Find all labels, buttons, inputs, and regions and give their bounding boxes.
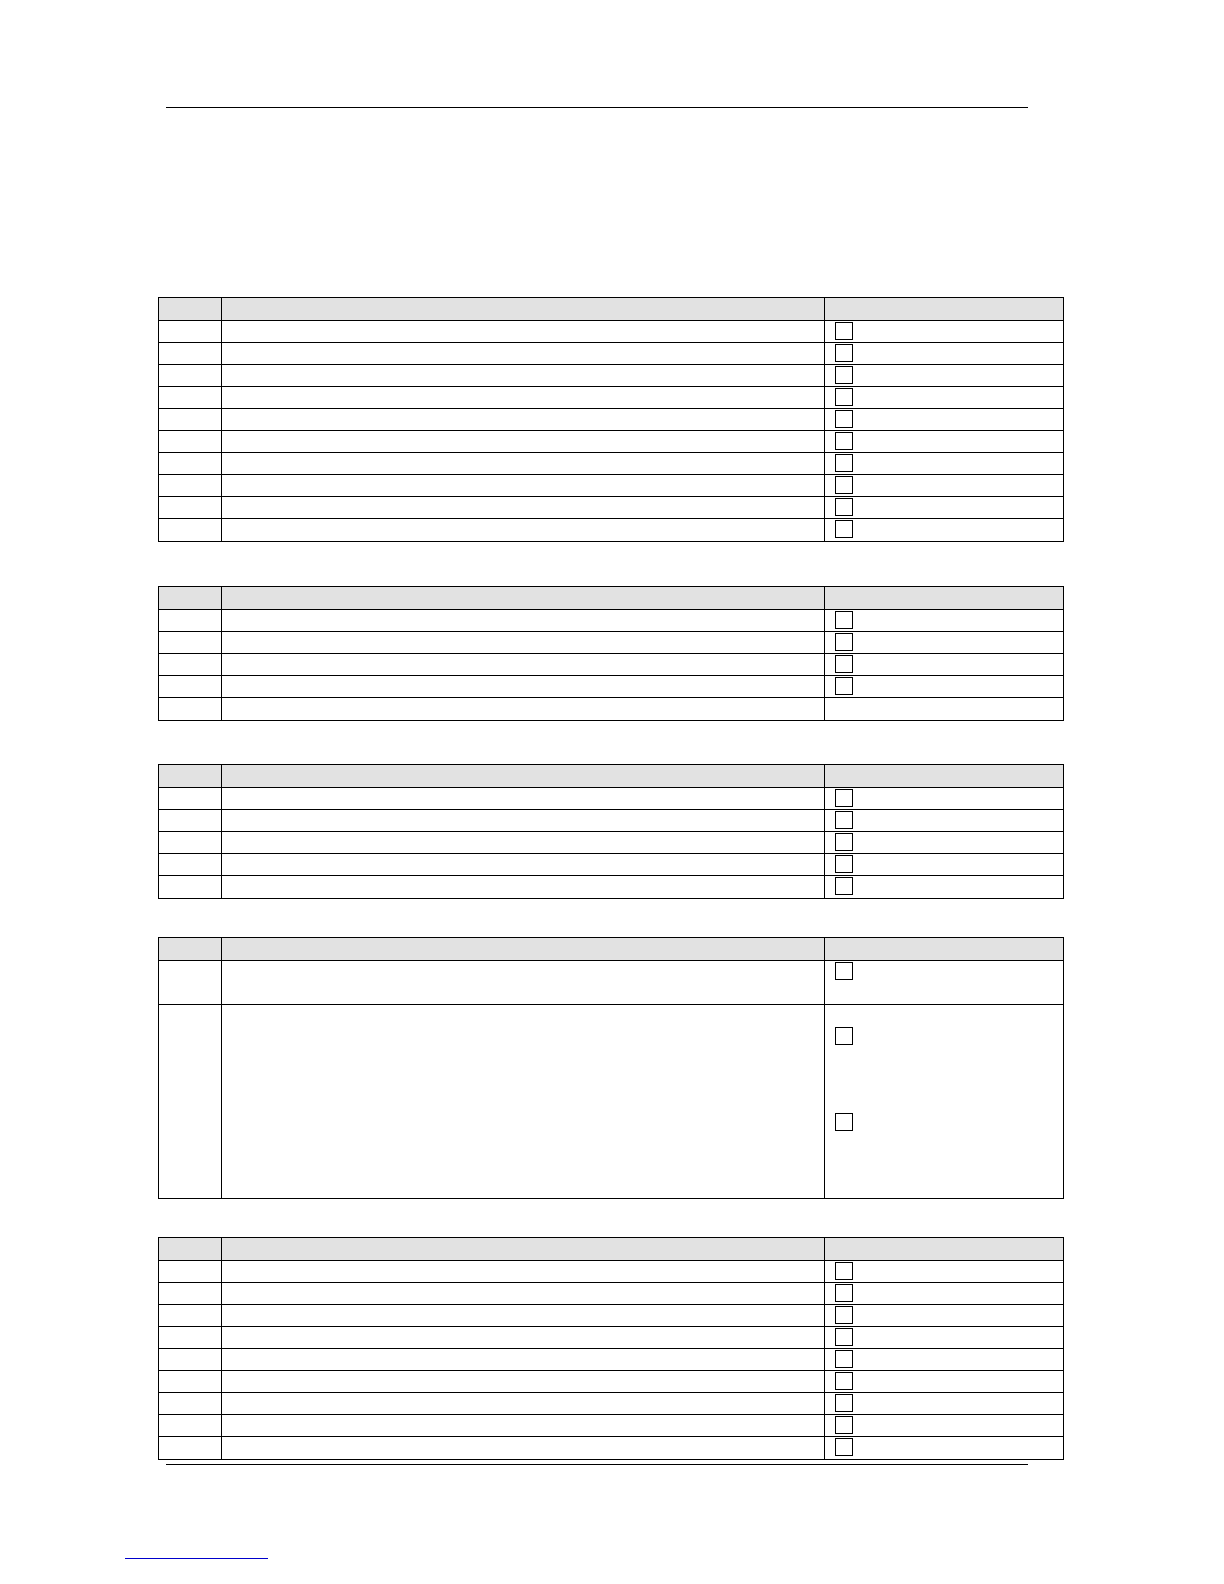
table-row	[159, 365, 1063, 387]
checklist-table-2	[158, 586, 1064, 721]
table-header-row	[159, 765, 1063, 788]
header-cell-check	[824, 587, 1063, 609]
checkbox[interactable]	[835, 1328, 853, 1346]
row-check-cell	[824, 654, 1063, 675]
row-number-cell	[159, 961, 221, 1004]
checkbox[interactable]	[835, 410, 853, 428]
row-number-cell	[159, 431, 221, 452]
checkbox[interactable]	[835, 520, 853, 538]
header-cell-number	[159, 1238, 221, 1260]
row-check-cell	[824, 497, 1063, 518]
table-row	[159, 343, 1063, 365]
table-row	[159, 475, 1063, 497]
row-item-cell	[221, 409, 824, 430]
checklist-table-5	[158, 1237, 1064, 1460]
row-item-cell	[221, 497, 824, 518]
checkbox[interactable]	[835, 1306, 853, 1324]
checklist-table-1	[158, 297, 1064, 542]
table-header-row	[159, 298, 1063, 321]
checkbox[interactable]	[835, 633, 853, 651]
row-item-cell	[221, 1283, 824, 1304]
row-item-cell	[221, 676, 824, 697]
row-item-cell	[221, 1437, 824, 1459]
row-item-cell	[221, 453, 824, 474]
table-row	[159, 654, 1063, 676]
header-cell-item	[221, 765, 824, 787]
row-number-cell	[159, 788, 221, 809]
row-check-cell	[824, 1305, 1063, 1326]
row-check-cell	[824, 387, 1063, 408]
header-cell-check	[824, 298, 1063, 320]
header-cell-item	[221, 587, 824, 609]
header-cell-check	[824, 765, 1063, 787]
row-number-cell	[159, 1437, 221, 1459]
row-item-cell	[221, 610, 824, 631]
row-check-cell	[824, 832, 1063, 853]
header-cell-item	[221, 938, 824, 960]
table-row	[159, 1349, 1063, 1371]
row-check-cell	[824, 1261, 1063, 1282]
header-cell-item	[221, 1238, 824, 1260]
row-number-cell	[159, 1005, 221, 1198]
row-number-cell	[159, 632, 221, 653]
row-check-cell	[824, 1283, 1063, 1304]
table-row	[159, 961, 1063, 1005]
table-row	[159, 676, 1063, 698]
row-item-cell	[221, 1393, 824, 1414]
header-rule	[166, 107, 1028, 108]
row-item-cell	[221, 654, 824, 675]
row-check-cell	[824, 876, 1063, 898]
checkbox[interactable]	[835, 1113, 853, 1131]
table-row	[159, 876, 1063, 898]
row-check-cell	[824, 961, 1063, 1004]
row-number-cell	[159, 321, 221, 342]
row-item-cell	[221, 1261, 824, 1282]
table-header-row	[159, 587, 1063, 610]
row-number-cell	[159, 854, 221, 875]
table-row	[159, 698, 1063, 720]
row-item-cell	[221, 810, 824, 831]
header-cell-number	[159, 765, 221, 787]
row-check-cell	[824, 409, 1063, 430]
table-row	[159, 387, 1063, 409]
row-item-cell	[221, 876, 824, 898]
row-number-cell	[159, 409, 221, 430]
table-row	[159, 497, 1063, 519]
row-item-cell	[221, 832, 824, 853]
row-item-cell	[221, 788, 824, 809]
row-item-cell	[221, 321, 824, 342]
header-cell-number	[159, 587, 221, 609]
row-number-cell	[159, 1327, 221, 1348]
checkbox[interactable]	[835, 855, 853, 873]
row-check-cell	[824, 854, 1063, 875]
row-number-cell	[159, 387, 221, 408]
row-check-cell	[824, 1393, 1063, 1414]
table-header-row	[159, 938, 1063, 961]
table-row	[159, 1327, 1063, 1349]
row-number-cell	[159, 876, 221, 898]
row-item-cell	[221, 431, 824, 452]
row-number-cell	[159, 832, 221, 853]
table-row	[159, 1371, 1063, 1393]
row-item-cell	[221, 387, 824, 408]
table-row	[159, 632, 1063, 654]
row-check-cell	[824, 610, 1063, 631]
row-item-cell	[221, 1005, 824, 1198]
table-row	[159, 854, 1063, 876]
checkbox[interactable]	[835, 1394, 853, 1412]
checkbox[interactable]	[835, 1416, 853, 1434]
table-row	[159, 409, 1063, 431]
checkbox[interactable]	[835, 789, 853, 807]
row-check-cell	[824, 519, 1063, 541]
row-number-cell	[159, 365, 221, 386]
row-number-cell	[159, 1261, 221, 1282]
row-item-cell	[221, 475, 824, 496]
table-row	[159, 810, 1063, 832]
row-number-cell	[159, 497, 221, 518]
row-item-cell	[221, 519, 824, 541]
checkbox[interactable]	[835, 677, 853, 695]
checkbox[interactable]	[835, 833, 853, 851]
row-number-cell	[159, 475, 221, 496]
row-item-cell	[221, 1371, 824, 1392]
row-check-cell	[824, 431, 1063, 452]
checkbox[interactable]	[835, 1372, 853, 1390]
checkbox[interactable]	[835, 1262, 853, 1280]
row-number-cell	[159, 676, 221, 697]
row-check-cell	[824, 453, 1063, 474]
row-check-cell	[824, 810, 1063, 831]
row-number-cell	[159, 1371, 221, 1392]
checklist-table-3	[158, 764, 1064, 899]
row-item-cell	[221, 632, 824, 653]
row-check-cell	[824, 365, 1063, 386]
table-row	[159, 453, 1063, 475]
row-number-cell	[159, 519, 221, 541]
header-cell-check	[824, 1238, 1063, 1260]
row-item-cell	[221, 1349, 824, 1370]
checkbox[interactable]	[835, 322, 853, 340]
checkbox[interactable]	[835, 1438, 853, 1456]
row-number-cell	[159, 654, 221, 675]
row-check-cell	[824, 788, 1063, 809]
table-row	[159, 321, 1063, 343]
table-row	[159, 1283, 1063, 1305]
row-number-cell	[159, 698, 221, 720]
row-item-cell	[221, 1327, 824, 1348]
checkbox[interactable]	[835, 432, 853, 450]
row-check-cell	[824, 1415, 1063, 1436]
row-item-cell	[221, 854, 824, 875]
row-check-cell	[824, 1371, 1063, 1392]
row-check-cell	[824, 1005, 1063, 1198]
row-number-cell	[159, 610, 221, 631]
row-item-cell	[221, 961, 824, 1004]
table-row	[159, 1305, 1063, 1327]
checkbox[interactable]	[835, 454, 853, 472]
header-cell-item	[221, 298, 824, 320]
footer-rule	[166, 1464, 1028, 1465]
checkbox[interactable]	[835, 877, 853, 895]
row-check-cell	[824, 1349, 1063, 1370]
row-item-cell	[221, 1305, 824, 1326]
checkbox[interactable]	[835, 1027, 853, 1045]
row-number-cell	[159, 810, 221, 831]
row-number-cell	[159, 453, 221, 474]
checkbox[interactable]	[835, 811, 853, 829]
header-cell-check	[824, 938, 1063, 960]
checkbox[interactable]	[835, 388, 853, 406]
table-header-row	[159, 1238, 1063, 1261]
row-number-cell	[159, 1283, 221, 1304]
checkbox[interactable]	[835, 655, 853, 673]
row-number-cell	[159, 1393, 221, 1414]
table-row	[159, 1393, 1063, 1415]
footer-link-underline[interactable]	[125, 1558, 268, 1559]
checkbox[interactable]	[835, 498, 853, 516]
row-item-cell	[221, 1415, 824, 1436]
checkbox[interactable]	[835, 344, 853, 362]
checkbox[interactable]	[835, 366, 853, 384]
row-number-cell	[159, 1305, 221, 1326]
row-check-cell	[824, 1437, 1063, 1459]
row-check-cell	[824, 698, 1063, 720]
table-row	[159, 519, 1063, 541]
row-item-cell	[221, 365, 824, 386]
row-number-cell	[159, 1415, 221, 1436]
row-item-cell	[221, 343, 824, 364]
checkbox[interactable]	[835, 1284, 853, 1302]
row-check-cell	[824, 1327, 1063, 1348]
checkbox[interactable]	[835, 476, 853, 494]
row-number-cell	[159, 1349, 221, 1370]
table-row	[159, 1437, 1063, 1459]
table-row	[159, 1005, 1063, 1198]
row-number-cell	[159, 343, 221, 364]
checkbox[interactable]	[835, 611, 853, 629]
checkbox[interactable]	[835, 962, 853, 980]
row-check-cell	[824, 321, 1063, 342]
checklist-table-4	[158, 937, 1064, 1199]
table-row	[159, 832, 1063, 854]
checkbox[interactable]	[835, 1350, 853, 1368]
header-cell-number	[159, 298, 221, 320]
table-row	[159, 610, 1063, 632]
row-check-cell	[824, 632, 1063, 653]
table-row	[159, 431, 1063, 453]
table-row	[159, 1415, 1063, 1437]
row-check-cell	[824, 676, 1063, 697]
table-row	[159, 788, 1063, 810]
row-check-cell	[824, 343, 1063, 364]
row-item-cell	[221, 698, 824, 720]
row-check-cell	[824, 475, 1063, 496]
table-row	[159, 1261, 1063, 1283]
header-cell-number	[159, 938, 221, 960]
